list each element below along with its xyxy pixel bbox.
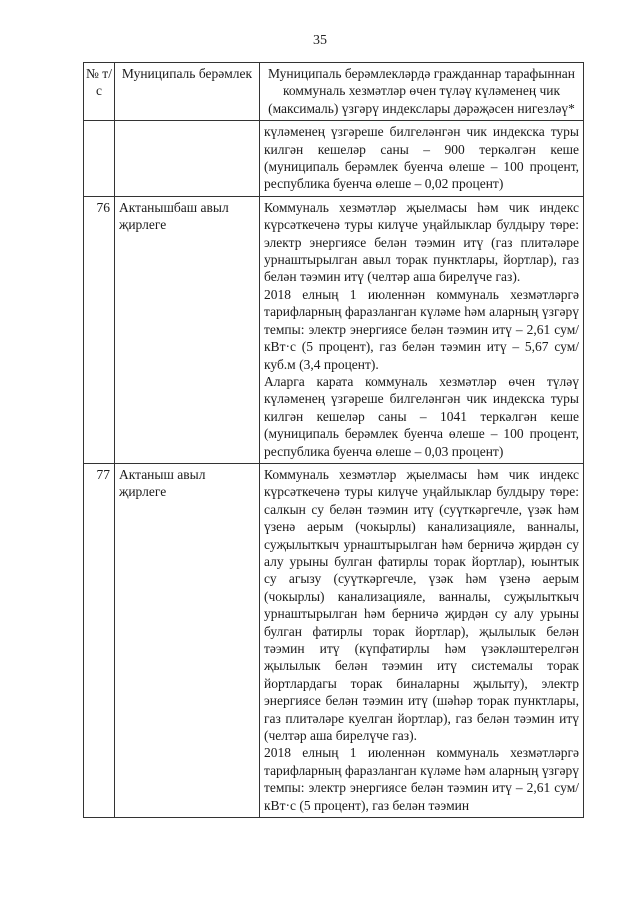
justification-text: [260, 196, 584, 463]
paragraph: 2018 елның 1 июленнән коммуналь хезмәтләргә тарифларның фаразланган күләме һәм аларның үзгәрү темпы: электр энергиясе белән тәэмин итү – 2,61 сум/кВт·с (5 процент), газ белән тәэмин итү – 5,67 сум/куб.м (3,4 процент).: [264, 286, 579, 372]
table-row: [84, 463, 584, 817]
paragraph: Коммуналь хезмәтләр җыелмасы һәм чик индекс күрсәткеченә туры килүче уңайлыклар булдыру төре: салкын су белән тәэмин итү (суүткәргечле, үзәк һәм үзенә аерым (чокырлы) канализацияле, ванналы, суҗылыткыч урнаштырылган һәм берничә җирдән су алу урыны булган фатирлы торак йортлар), юынтык су агызу (суүткәргечле, үзәк һәм үзенә аерым (чокырлы) канализацияле, ванналы, суҗылыткыч урнаштырылган һәм берничә җирдән су алу урыны булган фатирлы торак йортлар), җылылык белән тәэмин итү (күпфатирлы һәм үзәкләштерелгән җылылык белән тәэмин итү системалы торак йортлардагы торак биналарны җылыту), электр энергиясе белән тәэмин итү (шәһәр торак пунктлары, газ плитәләре куелган йортлар), газ белән тәэмин итү (челтәр аша бирелүче газ).: [264, 466, 579, 744]
municipal-table: [83, 62, 584, 818]
table-row: [84, 196, 584, 463]
paragraph: 2018 елның 1 июленнән коммуналь хезмәтләргә тарифларның фаразланган күләме һәм аларның үзгәрү темпы: электр энергиясе белән тәэмин итү – 2,61 сум/кВт·с (5 процент), газ белән тәэмин: [264, 745, 579, 813]
cell-empty-name: [115, 121, 260, 197]
municipality-name: Актаныш авыл җирлеге: [115, 463, 260, 817]
header-municipality: Муниципаль берәмлек: [115, 63, 260, 121]
table-row-continuation: [84, 121, 584, 197]
row-number: 77: [84, 463, 115, 817]
header-justification: Муниципаль берәмлекләрдә гражданнар тарафыннан коммуналь хезмәтләр өчен түләү күләменең чик (максималь) үзгәрү индекслары дәрәҗәсен нигезләү*: [260, 63, 584, 121]
page-number: 35: [313, 33, 327, 48]
table-header-row: [84, 63, 584, 121]
paragraph: күләменең үзгәреше билгеләнгән чик индекска туры килгән кешеләр саны – 900 теркәлгән кеше (муниципаль берәмлек буенча өлеше – 100 процент, республика буенча өлеше – 0,02 процент): [264, 124, 579, 192]
cell-continuation-text: [260, 121, 584, 197]
paragraph: Коммуналь хезмәтләр җыелмасы һәм чик индекс күрсәткеченә туры килүче уңайлыклар булдыру төре: электр энергиясе белән тәэмин итү (газ плитәләре урнаштырылган авыл торак пунктлары, йортлар), газ белән тәэмин итү (челтәр аша бирелүче газ).: [264, 199, 579, 285]
cell-empty-num: [84, 121, 115, 197]
paragraph: Аларга карата коммуналь хезмәтләр өчен түләү күләменең үзгәреше билгеләнгән чик индекска туры килгән кешеләр саны – 1041 теркәлгән кеше (муниципаль берәмлек буенча өлеше – 100 процент, республика буенча өлеше – 0,03 процент): [264, 373, 579, 459]
municipality-name: Актанышбаш авыл җирлеге: [115, 196, 260, 463]
row-number: 76: [84, 196, 115, 463]
header-number: № т/с: [84, 63, 115, 121]
justification-text: [260, 463, 584, 817]
